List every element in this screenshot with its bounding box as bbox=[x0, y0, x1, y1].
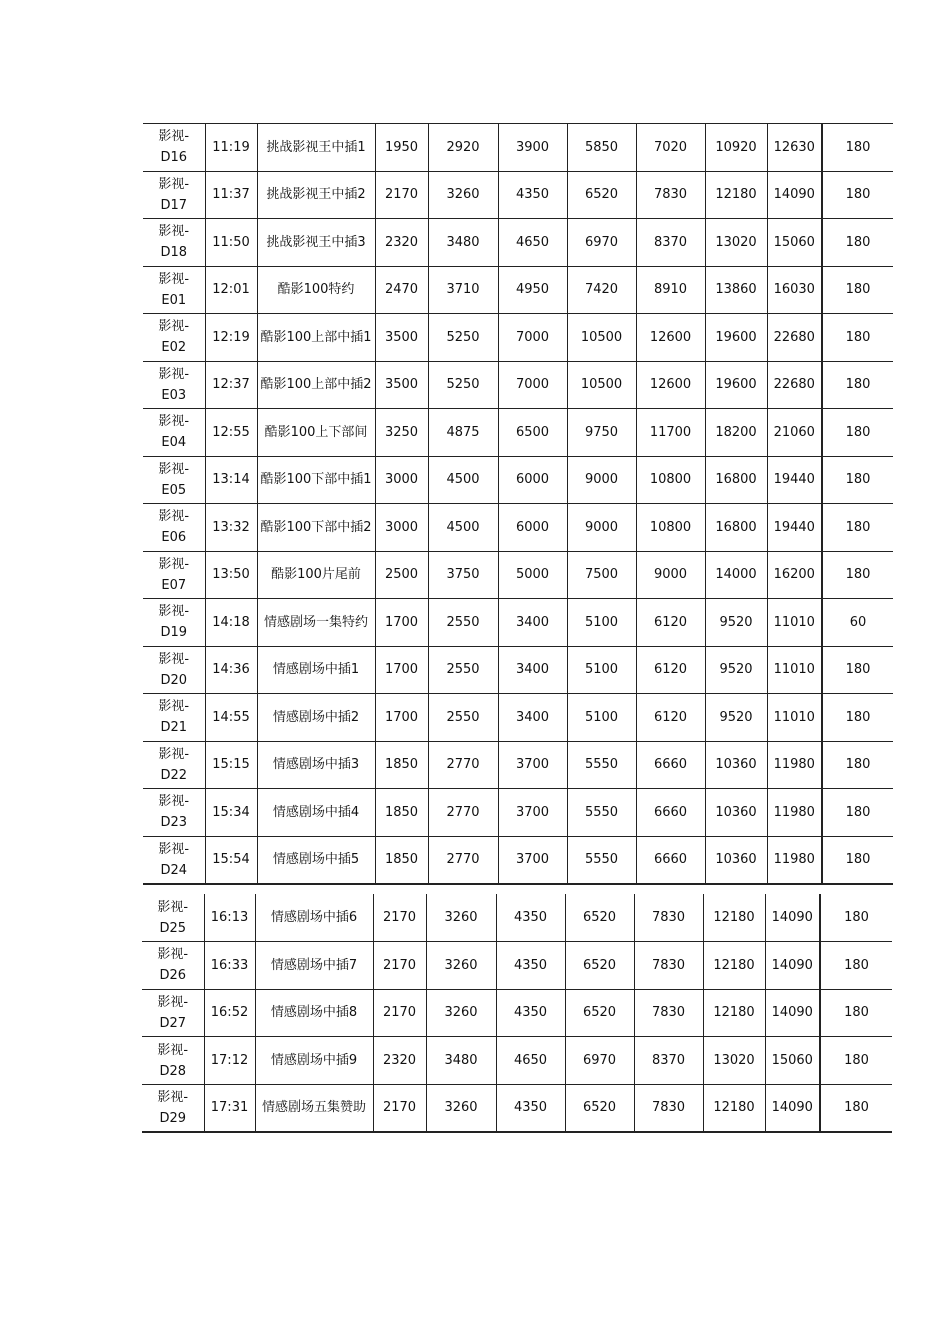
price-cell: 6120 bbox=[636, 599, 705, 647]
price-cell: 9520 bbox=[705, 646, 767, 694]
limit-cell: 180 bbox=[822, 314, 893, 362]
price-cell: 1950 bbox=[375, 124, 428, 172]
limit-cell: 180 bbox=[822, 124, 893, 172]
ad-code-prefix: 影视- bbox=[158, 746, 190, 762]
table-row bbox=[143, 599, 893, 647]
price-cell: 9750 bbox=[567, 409, 636, 457]
price-cell: 22680 bbox=[767, 361, 822, 409]
air-time-cell: 17:31 bbox=[204, 1084, 255, 1132]
price-cell: 12630 bbox=[767, 124, 822, 172]
price-cell: 14090 bbox=[765, 989, 820, 1037]
air-time-cell: 14:18 bbox=[205, 599, 257, 647]
table-row bbox=[143, 124, 893, 172]
price-cell: 6120 bbox=[636, 694, 705, 742]
price-cell: 6970 bbox=[565, 1037, 634, 1085]
ad-code-prefix: 影视- bbox=[157, 899, 189, 915]
air-time-cell: 11:19 bbox=[205, 124, 257, 172]
ad-code-cell bbox=[143, 266, 205, 314]
ad-code-id: D23 bbox=[160, 815, 188, 831]
limit-cell: 180 bbox=[820, 989, 892, 1037]
price-cell: 2770 bbox=[428, 741, 498, 789]
limit-cell: 180 bbox=[822, 551, 893, 599]
table-row bbox=[142, 989, 892, 1037]
ad-code-id: E06 bbox=[161, 530, 187, 546]
price-cell: 10360 bbox=[705, 836, 767, 884]
price-cell: 2920 bbox=[428, 124, 498, 172]
price-cell: 5250 bbox=[428, 361, 498, 409]
price-cell: 6500 bbox=[498, 409, 567, 457]
price-cell: 4500 bbox=[428, 504, 498, 552]
table-row bbox=[143, 361, 893, 409]
price-cell: 3480 bbox=[428, 219, 498, 267]
ad-code-id: D17 bbox=[160, 197, 188, 213]
table-row bbox=[143, 504, 893, 552]
limit-cell: 180 bbox=[822, 504, 893, 552]
ad-code-id: D29 bbox=[159, 1110, 187, 1126]
rate-table-bottom-body bbox=[142, 894, 892, 1132]
price-cell: 5550 bbox=[567, 789, 636, 837]
air-time-cell: 11:37 bbox=[205, 171, 257, 219]
air-time-cell: 15:54 bbox=[205, 836, 257, 884]
price-cell: 10920 bbox=[705, 124, 767, 172]
price-cell: 22680 bbox=[767, 314, 822, 362]
price-cell: 14000 bbox=[705, 551, 767, 599]
price-cell: 19440 bbox=[767, 504, 822, 552]
price-cell: 18200 bbox=[705, 409, 767, 457]
price-cell: 4950 bbox=[498, 266, 567, 314]
ad-code-cell bbox=[143, 219, 205, 267]
program-name-cell: 情感剧场中插8 bbox=[255, 989, 373, 1037]
price-cell: 5100 bbox=[567, 694, 636, 742]
ad-code-cell bbox=[143, 741, 205, 789]
air-time-cell: 16:33 bbox=[204, 942, 255, 990]
ad-code-prefix: 影视- bbox=[158, 841, 190, 857]
air-time-cell: 12:37 bbox=[205, 361, 257, 409]
price-cell: 3250 bbox=[375, 409, 428, 457]
price-cell: 2770 bbox=[428, 836, 498, 884]
price-cell: 11010 bbox=[767, 646, 822, 694]
ad-code-prefix: 影视- bbox=[158, 271, 190, 287]
price-cell: 2170 bbox=[373, 942, 426, 990]
price-cell: 3260 bbox=[428, 171, 498, 219]
limit-cell: 180 bbox=[822, 789, 893, 837]
limit-cell: 180 bbox=[822, 741, 893, 789]
price-cell: 1700 bbox=[375, 599, 428, 647]
limit-cell: 180 bbox=[820, 1037, 892, 1085]
program-name-cell: 情感剧场中插4 bbox=[257, 789, 375, 837]
price-cell: 3400 bbox=[498, 599, 567, 647]
limit-cell: 180 bbox=[822, 266, 893, 314]
price-cell: 7500 bbox=[567, 551, 636, 599]
ad-code-prefix: 影视- bbox=[158, 556, 190, 572]
price-cell: 10500 bbox=[567, 314, 636, 362]
ad-code-prefix: 影视- bbox=[157, 1042, 189, 1058]
program-name-cell: 挑战影视王中插3 bbox=[257, 219, 375, 267]
price-cell: 3700 bbox=[498, 789, 567, 837]
price-cell: 7830 bbox=[636, 171, 705, 219]
air-time-cell: 12:55 bbox=[205, 409, 257, 457]
price-cell: 6000 bbox=[498, 504, 567, 552]
air-time-cell: 14:55 bbox=[205, 694, 257, 742]
price-cell: 11980 bbox=[767, 741, 822, 789]
air-time-cell: 13:14 bbox=[205, 456, 257, 504]
price-cell: 1850 bbox=[375, 789, 428, 837]
price-cell: 16800 bbox=[705, 504, 767, 552]
price-cell: 3400 bbox=[498, 646, 567, 694]
price-cell: 3750 bbox=[428, 551, 498, 599]
price-cell: 4650 bbox=[498, 219, 567, 267]
price-cell: 3500 bbox=[375, 361, 428, 409]
table-row bbox=[142, 1037, 892, 1085]
ad-code-id: D25 bbox=[159, 920, 187, 936]
program-name-cell: 情感剧场中插1 bbox=[257, 646, 375, 694]
program-name-cell: 情感剧场中插5 bbox=[257, 836, 375, 884]
price-cell: 12180 bbox=[703, 989, 765, 1037]
price-cell: 2470 bbox=[375, 266, 428, 314]
ad-code-cell bbox=[143, 409, 205, 457]
price-cell: 4350 bbox=[496, 1084, 565, 1132]
price-cell: 15060 bbox=[765, 1037, 820, 1085]
price-cell: 1850 bbox=[375, 836, 428, 884]
program-name-cell: 挑战影视王中插1 bbox=[257, 124, 375, 172]
price-cell: 7020 bbox=[636, 124, 705, 172]
ad-code-prefix: 影视- bbox=[157, 1089, 189, 1105]
ad-code-prefix: 影视- bbox=[158, 461, 190, 477]
ad-code-cell bbox=[143, 314, 205, 362]
price-cell: 7830 bbox=[634, 894, 703, 942]
price-cell: 2170 bbox=[373, 894, 426, 942]
ad-code-prefix: 影视- bbox=[157, 947, 189, 963]
table-row bbox=[143, 836, 893, 884]
price-cell: 2550 bbox=[428, 599, 498, 647]
price-cell: 13020 bbox=[703, 1037, 765, 1085]
price-cell: 10500 bbox=[567, 361, 636, 409]
limit-cell: 180 bbox=[820, 1084, 892, 1132]
table-row bbox=[143, 314, 893, 362]
price-cell: 2550 bbox=[428, 646, 498, 694]
rate-table-top-body bbox=[143, 124, 893, 884]
price-cell: 5550 bbox=[567, 741, 636, 789]
price-cell: 2170 bbox=[373, 1084, 426, 1132]
price-cell: 5550 bbox=[567, 836, 636, 884]
price-cell: 7830 bbox=[634, 1084, 703, 1132]
price-cell: 3260 bbox=[426, 942, 496, 990]
price-cell: 5100 bbox=[567, 599, 636, 647]
ad-code-id: D24 bbox=[160, 862, 188, 878]
ad-code-prefix: 影视- bbox=[158, 176, 190, 192]
price-cell: 6520 bbox=[565, 894, 634, 942]
price-cell: 6520 bbox=[565, 989, 634, 1037]
ad-code-prefix: 影视- bbox=[158, 794, 190, 810]
ad-code-id: E07 bbox=[161, 577, 187, 593]
ad-code-cell bbox=[143, 836, 205, 884]
limit-cell: 180 bbox=[822, 456, 893, 504]
ad-code-cell bbox=[143, 171, 205, 219]
price-cell: 6660 bbox=[636, 741, 705, 789]
price-cell: 5850 bbox=[567, 124, 636, 172]
ad-code-cell bbox=[143, 599, 205, 647]
program-name-cell: 情感剧场中插3 bbox=[257, 741, 375, 789]
ad-code-cell bbox=[142, 942, 204, 990]
price-cell: 3000 bbox=[375, 456, 428, 504]
price-cell: 14090 bbox=[765, 894, 820, 942]
table-row bbox=[142, 1084, 892, 1132]
air-time-cell: 14:36 bbox=[205, 646, 257, 694]
price-cell: 3260 bbox=[426, 894, 496, 942]
price-cell: 3000 bbox=[375, 504, 428, 552]
program-name-cell: 酷影100上下部间 bbox=[257, 409, 375, 457]
price-cell: 11010 bbox=[767, 694, 822, 742]
program-name-cell: 情感剧场中插2 bbox=[257, 694, 375, 742]
ad-code-id: E03 bbox=[161, 387, 187, 403]
limit-cell: 180 bbox=[822, 646, 893, 694]
ad-code-cell bbox=[143, 124, 205, 172]
price-cell: 4350 bbox=[498, 171, 567, 219]
price-cell: 19600 bbox=[705, 361, 767, 409]
ad-code-cell bbox=[142, 989, 204, 1037]
price-cell: 3700 bbox=[498, 741, 567, 789]
price-cell: 16800 bbox=[705, 456, 767, 504]
price-cell: 9520 bbox=[705, 694, 767, 742]
price-cell: 5250 bbox=[428, 314, 498, 362]
program-name-cell: 酷影100上部中插1 bbox=[257, 314, 375, 362]
price-cell: 4650 bbox=[496, 1037, 565, 1085]
price-cell: 16200 bbox=[767, 551, 822, 599]
price-cell: 12180 bbox=[703, 942, 765, 990]
price-cell: 5100 bbox=[567, 646, 636, 694]
table-row bbox=[143, 789, 893, 837]
ad-code-cell bbox=[143, 456, 205, 504]
price-cell: 19440 bbox=[767, 456, 822, 504]
program-name-cell: 酷影100下部中插2 bbox=[257, 504, 375, 552]
table-row bbox=[143, 219, 893, 267]
program-name-cell: 情感剧场中插9 bbox=[255, 1037, 373, 1085]
price-cell: 6970 bbox=[567, 219, 636, 267]
table-row bbox=[143, 694, 893, 742]
price-cell: 11980 bbox=[767, 836, 822, 884]
program-name-cell: 酷影100片尾前 bbox=[257, 551, 375, 599]
price-cell: 7000 bbox=[498, 361, 567, 409]
price-cell: 9000 bbox=[636, 551, 705, 599]
program-name-cell: 情感剧场中插6 bbox=[255, 894, 373, 942]
limit-cell: 180 bbox=[820, 942, 892, 990]
price-cell: 8370 bbox=[636, 219, 705, 267]
limit-cell: 60 bbox=[822, 599, 893, 647]
price-cell: 6120 bbox=[636, 646, 705, 694]
rate-table-top bbox=[143, 123, 893, 885]
price-cell: 12180 bbox=[703, 894, 765, 942]
price-cell: 3700 bbox=[498, 836, 567, 884]
price-cell: 8370 bbox=[634, 1037, 703, 1085]
price-cell: 1700 bbox=[375, 694, 428, 742]
ad-code-id: E04 bbox=[161, 435, 187, 451]
price-cell: 15060 bbox=[767, 219, 822, 267]
air-time-cell: 11:50 bbox=[205, 219, 257, 267]
ad-code-cell bbox=[142, 1084, 204, 1132]
price-cell: 10800 bbox=[636, 504, 705, 552]
limit-cell: 180 bbox=[820, 894, 892, 942]
price-cell: 10360 bbox=[705, 741, 767, 789]
price-cell: 11980 bbox=[767, 789, 822, 837]
price-cell: 10800 bbox=[636, 456, 705, 504]
price-cell: 3400 bbox=[498, 694, 567, 742]
price-cell: 6660 bbox=[636, 789, 705, 837]
ad-code-id: D18 bbox=[160, 245, 188, 261]
price-cell: 2170 bbox=[373, 989, 426, 1037]
price-cell: 3710 bbox=[428, 266, 498, 314]
ad-code-cell bbox=[143, 789, 205, 837]
air-time-cell: 17:12 bbox=[204, 1037, 255, 1085]
ad-code-id: D26 bbox=[159, 968, 187, 984]
table-row bbox=[143, 646, 893, 694]
table-row bbox=[143, 741, 893, 789]
program-name-cell: 酷影100下部中插1 bbox=[257, 456, 375, 504]
limit-cell: 180 bbox=[822, 836, 893, 884]
price-cell: 13020 bbox=[705, 219, 767, 267]
program-name-cell: 挑战影视王中插2 bbox=[257, 171, 375, 219]
price-cell: 4875 bbox=[428, 409, 498, 457]
rate-table-bottom bbox=[142, 894, 892, 1133]
table-row bbox=[142, 894, 892, 942]
price-cell: 14090 bbox=[767, 171, 822, 219]
price-cell: 2320 bbox=[373, 1037, 426, 1085]
price-cell: 3900 bbox=[498, 124, 567, 172]
price-cell: 12600 bbox=[636, 361, 705, 409]
price-cell: 4350 bbox=[496, 942, 565, 990]
price-cell: 4350 bbox=[496, 989, 565, 1037]
ad-code-cell bbox=[143, 646, 205, 694]
air-time-cell: 16:13 bbox=[204, 894, 255, 942]
table-row bbox=[143, 266, 893, 314]
limit-cell: 180 bbox=[822, 694, 893, 742]
price-cell: 6520 bbox=[567, 171, 636, 219]
ad-code-id: D19 bbox=[160, 625, 188, 641]
price-cell: 3480 bbox=[426, 1037, 496, 1085]
price-cell: 6520 bbox=[565, 942, 634, 990]
price-cell: 1850 bbox=[375, 741, 428, 789]
air-time-cell: 12:19 bbox=[205, 314, 257, 362]
price-cell: 8910 bbox=[636, 266, 705, 314]
price-cell: 7830 bbox=[634, 989, 703, 1037]
ad-code-id: D16 bbox=[160, 150, 188, 166]
table-row bbox=[143, 409, 893, 457]
air-time-cell: 13:32 bbox=[205, 504, 257, 552]
price-cell: 12180 bbox=[703, 1084, 765, 1132]
price-cell: 6000 bbox=[498, 456, 567, 504]
ad-code-prefix: 影视- bbox=[158, 509, 190, 525]
price-cell: 6660 bbox=[636, 836, 705, 884]
price-cell: 14090 bbox=[765, 1084, 820, 1132]
price-cell: 4350 bbox=[496, 894, 565, 942]
limit-cell: 180 bbox=[822, 171, 893, 219]
ad-code-prefix: 影视- bbox=[158, 224, 190, 240]
price-cell: 4500 bbox=[428, 456, 498, 504]
ad-code-prefix: 影视- bbox=[158, 129, 190, 145]
price-cell: 1700 bbox=[375, 646, 428, 694]
ad-code-id: E05 bbox=[161, 482, 187, 498]
ad-code-id: D20 bbox=[160, 672, 188, 688]
price-cell: 3500 bbox=[375, 314, 428, 362]
ad-code-cell bbox=[143, 694, 205, 742]
ad-code-id: E02 bbox=[161, 340, 187, 356]
price-cell: 9520 bbox=[705, 599, 767, 647]
air-time-cell: 12:01 bbox=[205, 266, 257, 314]
price-cell: 2320 bbox=[375, 219, 428, 267]
price-cell: 13860 bbox=[705, 266, 767, 314]
price-cell: 2500 bbox=[375, 551, 428, 599]
ad-code-id: E01 bbox=[161, 292, 187, 308]
program-name-cell: 酷影100特约 bbox=[257, 266, 375, 314]
price-cell: 21060 bbox=[767, 409, 822, 457]
table-row bbox=[143, 456, 893, 504]
ad-code-cell bbox=[143, 504, 205, 552]
price-cell: 6520 bbox=[565, 1084, 634, 1132]
program-name-cell: 情感剧场一集特约 bbox=[257, 599, 375, 647]
table-row bbox=[142, 942, 892, 990]
ad-code-prefix: 影视- bbox=[158, 604, 190, 620]
price-cell: 12180 bbox=[705, 171, 767, 219]
price-cell: 3260 bbox=[426, 1084, 496, 1132]
ad-code-id: D22 bbox=[160, 767, 188, 783]
price-cell: 2170 bbox=[375, 171, 428, 219]
price-cell: 11700 bbox=[636, 409, 705, 457]
ad-code-prefix: 影视- bbox=[158, 319, 190, 335]
ad-code-prefix: 影视- bbox=[158, 366, 190, 382]
price-cell: 7830 bbox=[634, 942, 703, 990]
price-cell: 9000 bbox=[567, 504, 636, 552]
program-name-cell: 情感剧场中插7 bbox=[255, 942, 373, 990]
price-cell: 2770 bbox=[428, 789, 498, 837]
limit-cell: 180 bbox=[822, 409, 893, 457]
air-time-cell: 15:34 bbox=[205, 789, 257, 837]
air-time-cell: 16:52 bbox=[204, 989, 255, 1037]
ad-code-id: D21 bbox=[160, 720, 188, 736]
price-cell: 7000 bbox=[498, 314, 567, 362]
price-cell: 16030 bbox=[767, 266, 822, 314]
price-cell: 5000 bbox=[498, 551, 567, 599]
air-time-cell: 15:15 bbox=[205, 741, 257, 789]
price-cell: 3260 bbox=[426, 989, 496, 1037]
ad-code-cell bbox=[143, 361, 205, 409]
price-cell: 19600 bbox=[705, 314, 767, 362]
ad-code-cell bbox=[143, 551, 205, 599]
ad-code-prefix: 影视- bbox=[158, 699, 190, 715]
ad-code-prefix: 影视- bbox=[158, 414, 190, 430]
ad-code-prefix: 影视- bbox=[158, 651, 190, 667]
price-cell: 2550 bbox=[428, 694, 498, 742]
price-cell: 10360 bbox=[705, 789, 767, 837]
limit-cell: 180 bbox=[822, 361, 893, 409]
ad-code-prefix: 影视- bbox=[157, 994, 189, 1010]
price-cell: 9000 bbox=[567, 456, 636, 504]
ad-code-cell bbox=[142, 894, 204, 942]
air-time-cell: 13:50 bbox=[205, 551, 257, 599]
price-cell: 7420 bbox=[567, 266, 636, 314]
price-cell: 11010 bbox=[767, 599, 822, 647]
ad-code-id: D27 bbox=[159, 1015, 187, 1031]
program-name-cell: 酷影100上部中插2 bbox=[257, 361, 375, 409]
program-name-cell: 情感剧场五集赞助 bbox=[255, 1084, 373, 1132]
table-row bbox=[143, 171, 893, 219]
ad-code-cell bbox=[142, 1037, 204, 1085]
table-row bbox=[143, 551, 893, 599]
limit-cell: 180 bbox=[822, 219, 893, 267]
price-cell: 14090 bbox=[765, 942, 820, 990]
price-cell: 12600 bbox=[636, 314, 705, 362]
ad-code-id: D28 bbox=[159, 1063, 187, 1079]
